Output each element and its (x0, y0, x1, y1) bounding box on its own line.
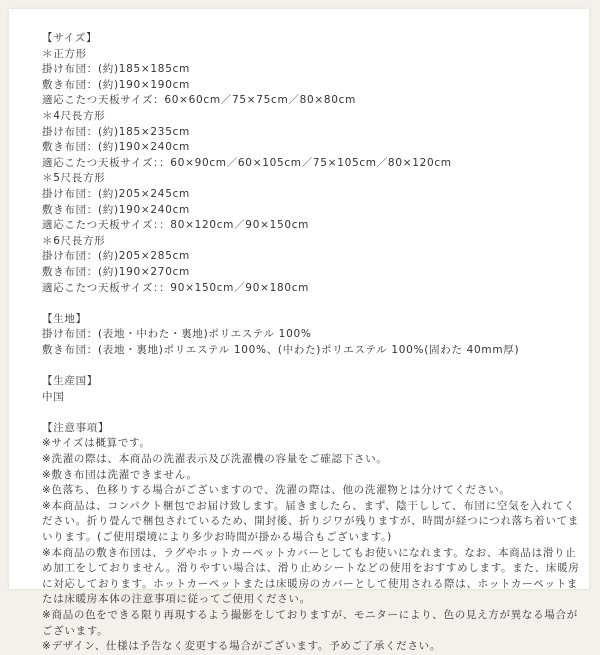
note-item: ※サイズは概算です。 (42, 437, 151, 450)
rect5-kake: 掛け布団：(約)205×245cm (42, 187, 190, 200)
square-kotatsu: 適応こたつ天板サイズ：60×60cm／75×75cm／80×80cm (42, 94, 357, 107)
note-item: ※色落ち、色移りする場合がございますので、洗濯の際は、他の洗濯物とは分けてください。 (42, 484, 511, 497)
rect5-shiki: 敷き布団：(約)190×240cm (42, 203, 190, 216)
note-item: ※本商品は、コンパクト梱包でお届け致します。届きましたら、まず、陰干しして、布団に空気を入れてください。折り畳んで梱包されているため、開封後、折りジワが残りますが、時間が経つにつれ落ち着いてまいります。(ご使用環境により多少お時間が掛かる場合もございます。) (42, 499, 579, 543)
notes-header: 【注意事項】 (42, 421, 110, 434)
rect4-kotatsu: 適応こたつ天板サイズ：：60×90cm／60×105cm／75×105cm／80×120cm (42, 156, 452, 169)
square-kake: 掛け布団：(約)185×185cm (42, 63, 190, 76)
rect5-title: ＊5尺長方形 (42, 172, 106, 185)
fabric-kake: 掛け布団：(表地・中わた・裏地)ポリエステル 100% (42, 328, 312, 341)
origin-value: 中国 (42, 390, 65, 403)
rect5-kotatsu: 適応こたつ天板サイズ：：80×120cm／90×150cm (42, 219, 310, 232)
note-item: ※敷き布団は洗濯できません。 (42, 468, 198, 481)
rect6-shiki: 敷き布団：(約)190×270cm (42, 265, 190, 278)
fabric-shiki: 敷き布団：(表地・裏地)ポリエステル 100%、(中わた)ポリエステル 100%(固わた 40mm厚) (42, 343, 520, 356)
fabric-header: 【生地】 (42, 312, 87, 325)
note-item: ※デザイン、仕様は予告なく変更する場合がございます。予めご了承ください。 (42, 640, 442, 653)
rect6-kake: 掛け布団：(約)205×285cm (42, 250, 190, 263)
rect6-kotatsu: 適応こたつ天板サイズ：：90×150cm／90×180cm (42, 281, 310, 294)
product-spec-card (9, 9, 589, 653)
rect4-title: ＊4尺長方形 (42, 109, 106, 122)
size-header: 【サイズ】 (42, 32, 98, 44)
rect4-shiki: 敷き布団：(約)190×240cm (42, 141, 190, 154)
rect4-kake: 掛け布団：(約)185×235cm (42, 125, 190, 138)
square-title: ＊正方形 (42, 47, 87, 60)
origin-header: 【生産国】 (42, 375, 98, 388)
rect6-title: ＊6尺長方形 (42, 234, 106, 247)
note-item: ※本商品の敷き布団は、ラグやホットカーペットカバーとしてもお使いになれます。なお、本商品は滑り止め加工をしておりません。滑りやすい場合は、滑り止めシートなどの使用をおすすめします。また、床暖房に対応しております。ホットカーペットまたは床暖房のカバーとして使用される際は、ホットカーペットまたは床暖房本体の注意事項に従ってご使用ください。 (42, 546, 580, 606)
note-item: ※商品の色をできる限り再現するよう撮影をしておりますが、モニターにより、色の見え方が異なる場合がございます。 (42, 608, 578, 637)
square-shiki: 敷き布団：(約)190×190cm (42, 78, 190, 91)
spec-content (42, 31, 582, 655)
note-item: ※洗濯の際は、本商品の洗濯表示及び洗濯機の容量をご確認下さい。 (42, 453, 388, 466)
